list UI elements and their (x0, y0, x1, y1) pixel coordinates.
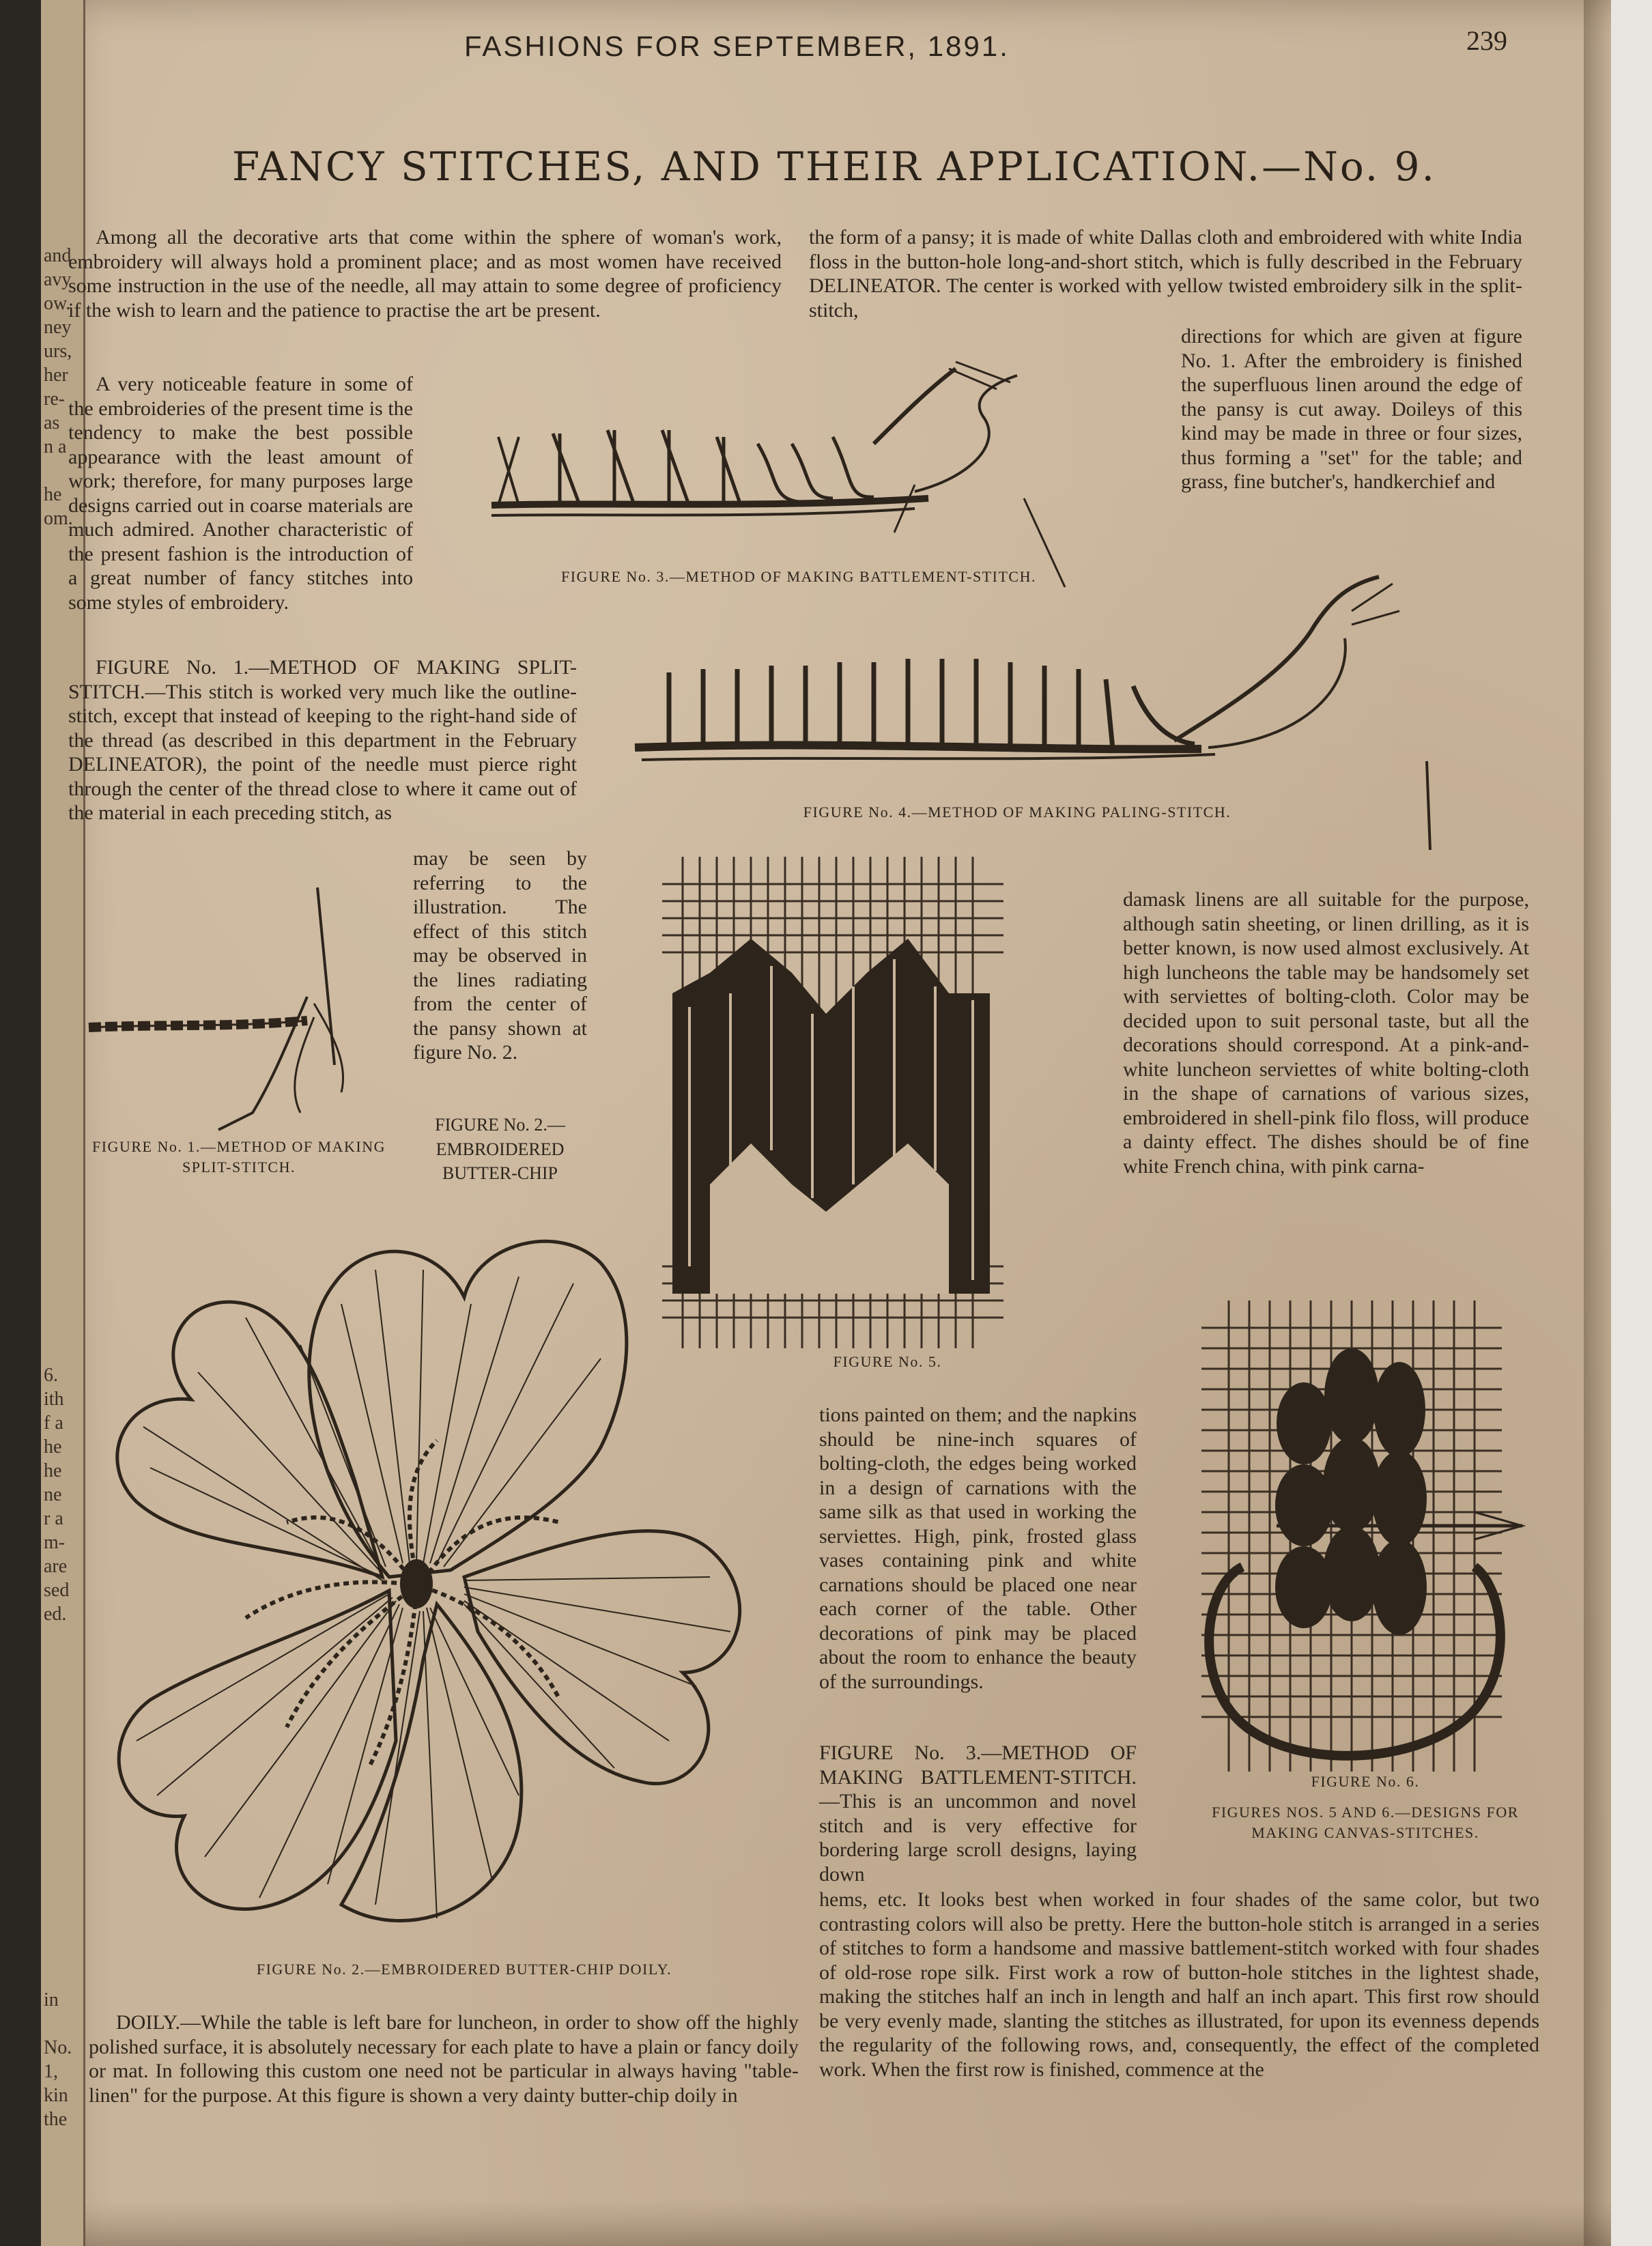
article-title: FANCY STITCHES, AND THEIR APPLICATION.—No. 9. (232, 143, 1436, 190)
strip-word: No. (44, 2037, 72, 2058)
adjacent-page-strip (41, 0, 85, 2246)
strip-word: ith (44, 1389, 64, 1410)
intro-paragraph: Among all the decorative arts that come within the sphere of woman's work, embroidery will always hold a prominent place; and as most women have received some instruction in the use of the needle, all may attain to some degree of proficiency if the wish to learn and the patience to practise the art be present. (68, 226, 782, 322)
strip-word: he (44, 1436, 62, 1458)
strip-word: in (44, 1989, 59, 2010)
damask-paragraph: damask linens are all suitable for the purpose, although satin sheeting, or linen drilling, as it is better known, is now used almost exclusively. At high luncheons the table may be handsomely set with serviettes of bolting-cloth. Color may be decided upon to suit personal taste, but all the decorations should correspond. At a pink-and-white luncheon serviettes of white bolting-cloth in the shape of carnations of various sizes, embroidered in shell-pink filo floss, will produce a dainty effect. The dishes should be of fine white French china, with pink carna- (1123, 888, 1529, 1178)
fig2-caption: FIGURE No. 2.—EMBROIDERED BUTTER-CHIP DOILY. (256, 1961, 672, 1978)
fig2-heading: FIGURE No. 2.—EMBROIDERED BUTTER-CHIP (435, 1115, 565, 1183)
page-number: 239 (1466, 25, 1507, 56)
running-header: FASHIONS FOR SEPTEMBER, 1891. (464, 30, 1010, 62)
fig56-caption: FIGURES NOS. 5 AND 6.—DESIGNS FOR MAKING CANVAS-STITCHES. (1212, 1804, 1519, 1841)
strip-word: avy (44, 269, 72, 290)
fig3-battlement-stitch-illustration (478, 362, 1133, 587)
strip-word: om. (44, 508, 73, 529)
pansy-paragraph: the form of a pansy; it is made of white Dallas cloth and embroidered with white India floss in the button-hole long-and-short stitch, which is fully described in the February DELINEATOR. The center is worked with yellow twisted embroidery silk in the split-stitch, (809, 226, 1522, 322)
directions-paragraph: directions for which are given at figure No. 1. After the embroidery is finished the superfluous linen around the edge of the pansy is cut away. Doileys of this kind may be made in three or four sizes, thus forming a "set" for the table; and grass, fine butcher's, handkerchief and (1181, 325, 1522, 493)
strip-word: the (44, 2109, 68, 2130)
battlement-paragraph: FIGURE No. 3.—METHOD OF MAKING BATTLEMENT-STITCH. —This is an uncommon and novel stitch and is very effective for bordering large scroll designs, laying down (819, 1742, 1137, 1886)
strip-word: n a (44, 436, 67, 457)
fig4-paling-stitch-illustration (628, 570, 1502, 857)
doily-paragraph: DOILY.—While the table is left bare for luncheon, in order to show off the highly polished surface, it is absolutely necessary for each plate to have a plain or fancy doily or mat. In following this custom one need not be particular in always having "table-linen" for the purpose. At this figure is shown a very dainty butter-chip doily in (89, 2011, 799, 2107)
strip-word: he (44, 1460, 62, 1481)
fig1-caption: FIGURE No. 1.—METHOD OF MAKING SPLIT-STITCH. (92, 1138, 386, 1176)
strip-word: ed. (44, 1604, 67, 1625)
fig6-caption: FIGURE No. 6. (1311, 1773, 1420, 1790)
strip-word: her (44, 365, 68, 386)
fig1-split-stitch-illustration (82, 874, 369, 1133)
strip-word: f a (44, 1412, 63, 1434)
strip-word: kin (44, 2085, 68, 2106)
fig5-caption: FIGURE No. 5. (833, 1353, 942, 1370)
fig4-caption: FIGURE No. 4.—METHOD OF MAKING PALING-STITCH. (803, 804, 1231, 821)
strip-word: urs, (44, 341, 72, 362)
fig6-canvas-stitch-illustration (1201, 1300, 1529, 1772)
split-stitch-paragraph: FIGURE No. 1.—METHOD OF MAKING SPLIT-STITCH.—This stitch is worked very much like the outline-stitch, except that instead of keeping to the right-hand side of the thread (as described in this department in the February DELINEATOR), the point of the needle must pierce right through the center of the thread close to where it came out of the material in each preceding stitch, as (68, 656, 577, 824)
strip-word: ney (44, 317, 72, 338)
fig2-butter-chip-doily-illustration (82, 1222, 806, 1952)
strip-word: 6. (44, 1365, 58, 1386)
page-edge-shadow (1584, 0, 1611, 2246)
battlement-instructions: hems, etc. It looks best when worked in four shades of the same color, but two contrasting colors will also be pretty. Here the button-hole stitch is arranged in a series of stitches to form a handsome and massive battlement-stitch worked with four shades of old-rose rope silk. First work a row of button-hole stitches in the lightest shade, making the stitches half an inch in length and half an inch apart. This first row should be very evenly made, slanting the stitches as illustrated, for upon its evenness depends the regularity of the following rows, and, consequently, the effect of the completed work. When the first row is finished, commence at the (819, 1888, 1539, 2081)
split-stitch-continued: may be seen by referring to the illustration. The effect of this stitch may be observed in the lines radiating from the center of the pansy shown at figure No. 2. (413, 847, 587, 1064)
strip-word: he (44, 484, 62, 505)
strip-word: 1, (44, 2061, 58, 2082)
strip-word: ne (44, 1484, 62, 1505)
strip-word: are (44, 1556, 68, 1577)
scan-margin (1611, 0, 1652, 2246)
strip-word: m- (44, 1532, 66, 1553)
feature-paragraph: A very noticeable feature in some of the embroideries of the present time is the tendency to make the best possible appearance with the least amount of work; therefore, for many purposes large designs carried out in coarse materials are much admired. Another characteristic of the present fashion is the introduction of a great number of fancy stitches into some styles of embroidery. (68, 373, 413, 614)
strip-word: sed (44, 1580, 70, 1601)
strip-word: as (44, 412, 60, 433)
page-bottom-shadow (83, 2202, 1633, 2246)
strip-word: re- (44, 388, 66, 410)
fig3-caption: FIGURE No. 3.—METHOD OF MAKING BATTLEMENT-STITCH. (560, 568, 1036, 585)
strip-word: r a (44, 1508, 63, 1529)
strip-word: ow. (44, 293, 71, 314)
carnations-paragraph: tions painted on them; and the napkins should be nine-inch squares of bolting-cloth, the edges being worked in a design of carnations with the same silk as that used in working the serviettes. High, pink, frosted glass vases containing pink and white carnations should be placed one near each corner of the table. Other decorations of pink may be placed about the room to enhance the beauty of the surroundings. (819, 1404, 1137, 1693)
strip-word: and (44, 245, 72, 266)
